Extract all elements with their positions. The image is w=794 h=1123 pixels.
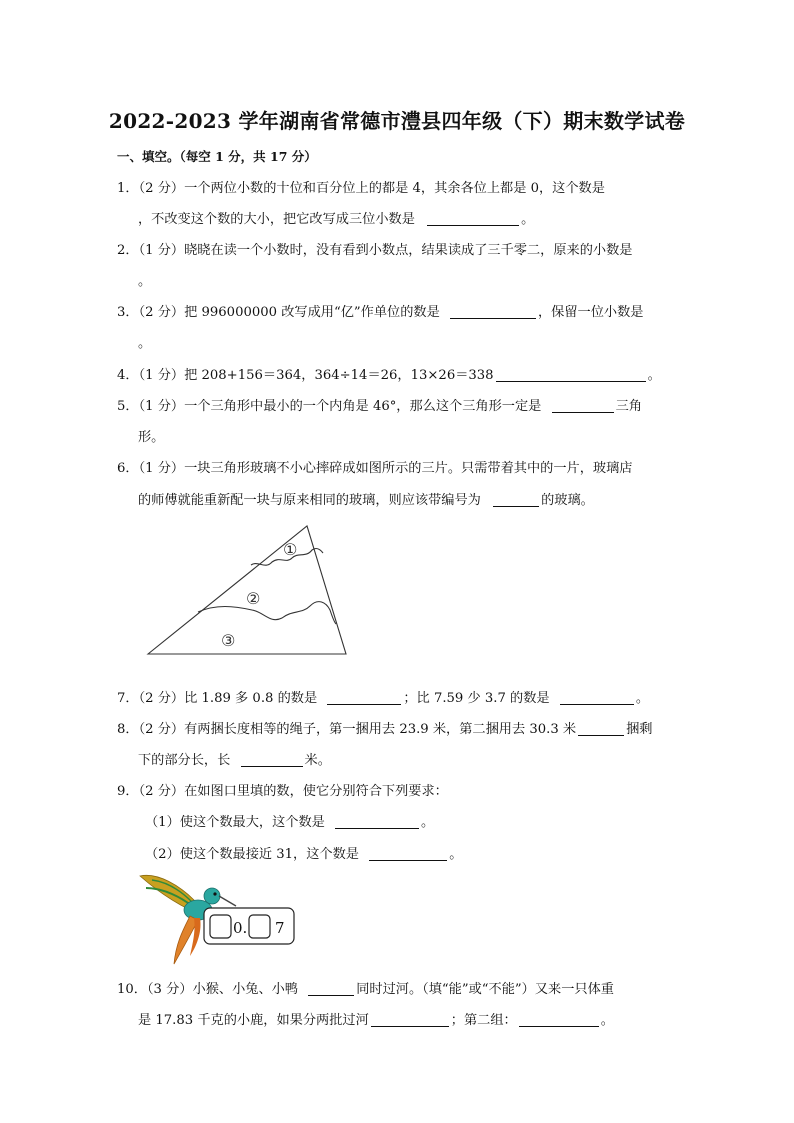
answer-blank[interactable] xyxy=(560,690,634,705)
q1-text: ，不改变这个数的大小，把它改写成三位小数是 xyxy=(138,212,415,227)
card-decimal-text: 0. xyxy=(233,919,248,937)
question-8-line-1 xyxy=(117,718,653,737)
q9-part-1-end: 。 xyxy=(421,815,435,830)
question-5-line-2: 形。 xyxy=(138,430,165,445)
answer-blank[interactable] xyxy=(241,752,303,767)
q8-end: 米。 xyxy=(304,753,331,768)
question-8-line-2 xyxy=(138,749,331,768)
answer-blank[interactable] xyxy=(327,690,401,705)
q7-text: 7．（2 分）比 1.89 多 0.8 的数是 xyxy=(117,691,318,706)
answer-blank[interactable] xyxy=(519,1012,599,1027)
q8-text: 8．（2 分）有两捆长度相等的绳子，第一捆用去 23.9 米，第二捆用去 30.3 米 xyxy=(117,722,577,737)
piece-2-label: ② xyxy=(246,589,261,608)
question-9-line-1: 9．（2 分）在如图口里填的数，使它分别符合下列要求： xyxy=(117,784,448,799)
q10-text: 10．（3 分）小猴、小兔、小鸭 xyxy=(117,982,299,997)
question-9-part-1 xyxy=(145,811,434,830)
crack-line-2 xyxy=(198,602,336,624)
question-2-line-1: 2．（1 分）晓晓在读一个小数时，没有看到小数点，结果读成了三千零二，原来的小数是 xyxy=(117,243,633,258)
q10-text-2: 同时过河。（填“能”或“不能”）又来一只体重 xyxy=(356,982,614,997)
q9-part-2-text: （2）使这个数最接近 31，这个数是 xyxy=(145,847,359,862)
question-7 xyxy=(117,687,649,706)
q3-text-2: ，保留一位小数是 xyxy=(537,305,644,320)
answer-blank[interactable] xyxy=(493,492,539,507)
q9-part-2-end: 。 xyxy=(449,847,463,862)
answer-blank[interactable] xyxy=(371,1012,449,1027)
q5-text-2: 三角 xyxy=(615,399,642,414)
piece-3-label: ③ xyxy=(221,631,236,650)
piece-1-label: ① xyxy=(283,540,298,559)
card-last-digit: 7 xyxy=(275,919,285,937)
digit-box-1[interactable] xyxy=(210,915,231,938)
question-1-line-2 xyxy=(138,208,534,227)
question-1-line-1: 1．（2 分）一个两位小数的十位和百分位上的都是 4，其余各位上都是 0，这个数是 xyxy=(117,181,605,196)
hummingbird-figure xyxy=(136,866,301,970)
q10-text-3: 是 17.83 千克的小鹿，如果分两批过河 xyxy=(138,1013,369,1028)
q4-text: 4．（1 分）把 208+156＝364，364÷14＝26，13×26＝338 xyxy=(117,368,494,383)
question-6-line-1: 6．（1 分）一块三角形玻璃不小心摔碎成如图所示的三片。只需带着其中的一片，玻璃店 xyxy=(117,461,633,476)
q1-end: 。 xyxy=(521,212,535,227)
digit-box-2[interactable] xyxy=(249,915,270,938)
answer-blank[interactable] xyxy=(308,981,354,996)
question-3-line-2: 。 xyxy=(138,336,152,351)
answer-blank[interactable] xyxy=(450,304,536,319)
answer-blank[interactable] xyxy=(335,814,419,829)
question-10-line-2 xyxy=(138,1009,614,1028)
q8-text-3: 下的部分长，长 xyxy=(138,753,231,768)
q9-part-1-text: （1）使这个数最大，这个数是 xyxy=(145,815,325,830)
q7-text-2: ；比 7.59 少 3.7 的数是 xyxy=(403,691,550,706)
question-6-line-2 xyxy=(138,489,594,508)
question-3-line-1 xyxy=(117,301,643,320)
answer-blank[interactable] xyxy=(496,367,646,382)
q8-text-2: 捆剩 xyxy=(626,722,653,737)
question-4 xyxy=(117,364,661,383)
q6-end: 的玻璃。 xyxy=(541,493,594,508)
section-heading: 一、填空。（每空 1 分，共 17 分） xyxy=(117,149,317,164)
question-5-line-1 xyxy=(117,395,642,414)
answer-blank[interactable] xyxy=(427,211,519,226)
q5-text: 5．（1 分）一个三角形中最小的一个内角是 46°，那么这个三角形一定是 xyxy=(117,399,542,414)
q10-text-4: ；第二组： xyxy=(450,1013,517,1028)
answer-blank[interactable] xyxy=(578,721,624,736)
exam-title: 2022-2023 学年湖南省常德市澧县四年级（下）期末数学试卷 xyxy=(108,109,686,133)
answer-blank[interactable] xyxy=(552,398,614,413)
question-9-part-2 xyxy=(145,843,462,862)
question-10-line-1 xyxy=(117,978,614,997)
q4-end: 。 xyxy=(647,368,661,383)
broken-glass-triangle-figure xyxy=(140,520,355,658)
question-2-line-2: 。 xyxy=(138,274,152,289)
q6-text: 的师傅就能重新配一块与原来相同的玻璃，则应该带编号为 xyxy=(138,493,481,508)
answer-blank[interactable] xyxy=(369,846,447,861)
q10-end: 。 xyxy=(600,1013,614,1028)
q7-end: 。 xyxy=(635,691,649,706)
q3-text: 3．（2 分）把 996000000 改写成用“亿”作单位的数是 xyxy=(117,305,440,320)
